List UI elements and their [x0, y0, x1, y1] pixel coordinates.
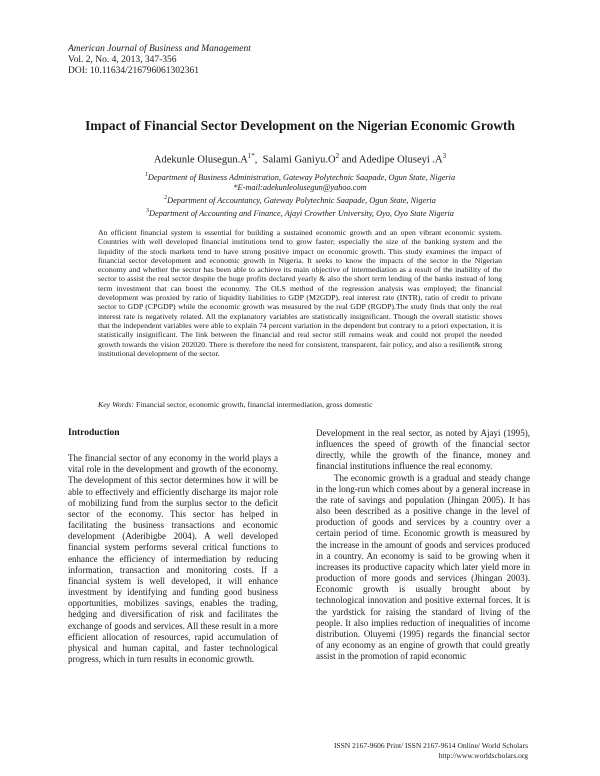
body-paragraph: Development in the real sector, as noted by Ajayi (1995), influences the speed of growth of the financial sector directly, while the growth of the finance, money and financial institutions influence the real economy. — [316, 428, 530, 472]
footer-issn: ISSN 2167-9606 Print/ ISSN 2167-9614 Online/ World Scholars — [333, 741, 528, 750]
keywords-text: Financial sector, economic growth, financial intermediation, gross domestic — [134, 400, 373, 409]
paper-title: Impact of Financial Sector Development on the Nigerian Economic Growth — [85, 118, 515, 133]
author-sup: 2 — [335, 152, 340, 160]
page-footer — [334, 741, 528, 761]
journal-info — [68, 44, 251, 77]
right-column — [316, 428, 530, 662]
keywords — [98, 400, 502, 409]
author-sup: 3 — [442, 152, 447, 160]
left-column — [68, 428, 278, 665]
affiliation-line: $^2$Department of Accountancy, Gateway Polytechnic Saapade, Ogun State, Nigeria — [164, 194, 436, 205]
affiliation-line: $^1$Department of Business Administration, Gateway Polytechnic Saapade, Ogun State, Nigeria — [144, 172, 456, 182]
author-sup: 1* — [247, 152, 255, 160]
affiliation-email: *E-mail:adekunleolusegun@yahoo.com — [233, 182, 367, 192]
keywords-label: Key Words: — [98, 400, 135, 409]
journal-name: American Journal of Business and Management — [68, 44, 251, 54]
author-name: Adedipe Oluseyi .A — [358, 154, 443, 166]
affiliations — [0, 170, 600, 218]
journal-doi: DOI: 10.11634/216796061302361 — [68, 66, 200, 76]
author-name: Salami Ganiyu.O — [262, 154, 336, 166]
footer-url: http://www.worldscholars.org — [438, 751, 528, 760]
author-list: Adekunle $Olusegun.A^{1*}$, Salami $Ganiyu.O^2$ and Adedipe Oluseyi $.A^3$ — [153, 152, 447, 166]
author-name: Adekunle Olusegun.A — [153, 154, 248, 166]
abstract: An efficient financial system is essential for building a sustained economic growth and an open vibrant economic system. Countries with well developed financial institutions tend to grow faster; especially the size of the banking system and the liquidity of the stock markets tend to have strong positive impact on economic growth. This study examines the impact of financial sector development and economic growth in Nigeria. It seeks to know the impacts of the sector in the Nigerian economy and whether the sector has been able to achieve its main objective of intermediation as a result of the inability of the sector to assist the real sector despite the huge profits declared yearly & also the short term lending of the banks instead of long term investment that can boost the economy. The OLS method of the regression analysis was employed; the financial development was proxied by ratio of liquidity liabilities to GDP (M2GDP), real interest rate (INTR), ratio of credit to private sector to GDP (CPGDP) while the economic growth was measured by the real GDP (RGDP).The study finds that only the real interest rate is negatively related. All the explanatory variables are statistically insignificant. Though the overall statistic shows that the independent variables were able to explain 74 percent variation in the dependent but contrary to a priori expectation, it is statistically insignificant. The link between the financial and real sector still remains weak and could not propel the needed growth towards the vision 202020. There is therefore the need for consistent, transparent, fair policy, and also a resilient& strong institutional development of the sector. — [98, 228, 502, 358]
intro-paragraph: The financial sector of any economy in the world plays a vital role in the development and growth of the economy. The development of this sector determines how it will be able to effectively and efficiently discharge its major role of mobilizing fund from the surplus sector to the deficit sector of the economy. This sector has helped in facilitating the business transactions and economic development (Aderibigbe 2004). A well developed financial system performs several critical functions to enhance the efficiency of intermediation by reducing information, transaction and monitoring costs. If a financial system is well developed, it will enhance investment by identifying and funding good business opportunities, mobilizes savings, enables the trading, hedging and diversification of risk and facilitates the exchange of goods and services. All these result in a more efficient allocation of resources, rapid accumulation of physical and human capital, and faster technological progress, which in turn results in economic growth. — [68, 453, 278, 664]
affiliation-line: $^3$Department of Accounting and Finance, Ajayi Crowther University, Oyo, Oyo State Nigeria — [146, 207, 454, 218]
body-paragraph: The economic growth is a gradual and steady change in the long-run which comes about by a general increase in the rate of savings and population (Jhingan 2005). It has also been described as a positive change in the level of production of goods and services by a country over a certain period of time. Economic growth is measured by the increase in the amount of goods and services produced in a country. An economy is said to be growing when it increases its productive capacity which later yield more in production of more goods and services (Jhingan 2003). Economic growth is usually brought about by technological innovation and positive external forces. It is the yardstick for raising the standard of living of the people. It also implies reduction of inequalities of income distribution. Oluyemi (1995) regards the financial sector of any economy as an engine of growth that could greatly assist in the promotion of rapid economic — [316, 472, 530, 662]
journal-volume: Vol. 2, No. 4, 2013, 347-356 — [68, 55, 177, 65]
section-heading-introduction: Introduction — [68, 428, 120, 438]
